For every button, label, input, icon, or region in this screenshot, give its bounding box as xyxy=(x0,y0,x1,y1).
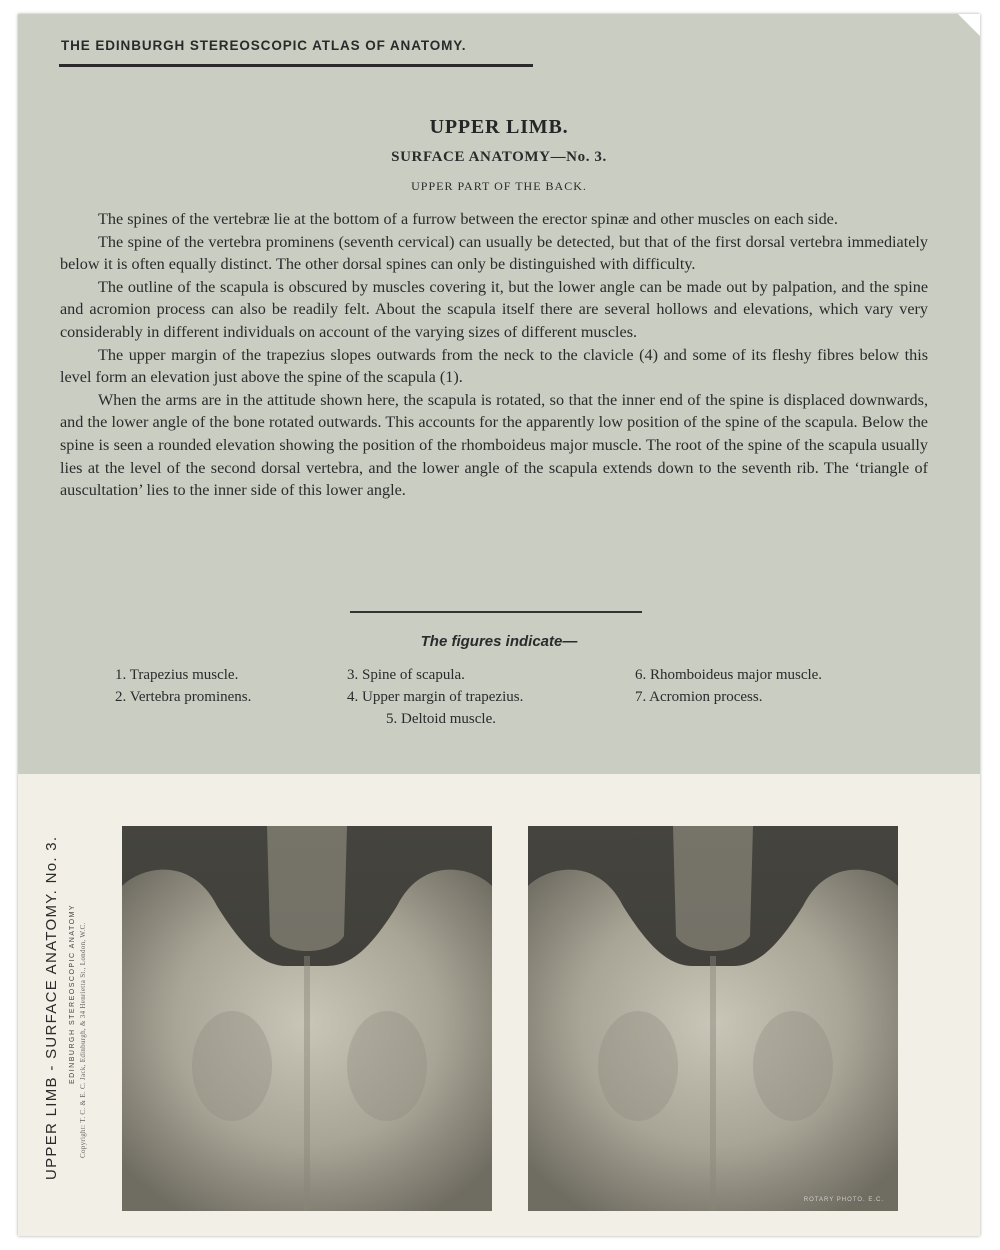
legend-item: 6. Rhomboideus major muscle. xyxy=(635,667,823,683)
legend-item: 4. Upper margin of trapezius. xyxy=(347,689,524,705)
legend-column-1 xyxy=(115,664,251,708)
legend-item: 3. Spine of scapula. xyxy=(347,667,465,683)
stereo-photo-left xyxy=(122,826,492,1211)
legend-column-2 xyxy=(347,664,523,708)
description-text xyxy=(60,208,928,502)
figures-heading: The figures indicate— xyxy=(420,633,578,650)
legend-item: 1. Trapezius muscle. xyxy=(115,667,239,683)
back-photograph xyxy=(122,826,492,1211)
stereo-card-publisher: EDINBURGH STEREOSCOPIC ANATOMY xyxy=(69,903,76,1084)
legend-column-3 xyxy=(635,664,822,708)
section-heading: UPPER PART OF THE BACK. xyxy=(411,179,587,193)
stereo-photo-right xyxy=(528,826,898,1211)
legend-item: 2. Vertebra prominens. xyxy=(115,689,252,705)
page-title: UPPER LIMB. xyxy=(429,116,569,138)
stereo-card-insert xyxy=(18,774,980,1236)
paragraph: The outline of the scapula is obscured by muscles covering it, but the lower angle can be made out by palpation, and the spine and acromion process can also be readily felt. About the scapula itself there are several hollows and elevations, which vary very considerably in different individuals on account of the varying sizes of different muscles. xyxy=(60,277,928,341)
corner-fold xyxy=(958,14,980,36)
paragraph: When the arms are in the attitude shown here, the scapula is rotated, so that the inner end of the spine is displaced downwards, and the lower angle of the bone rotated outwards. This accounts for the apparently low position of the spine of the scapula. Below the spine is seen a rounded elevation showing the position of the rhomboideus major muscle. The root of the spine of the scapula usually lies at the level of the second dorsal vertebra, and the lower angle of the scapula extends down to the seventh rib. The ‘triangle of auscultation’ lies to the inner side of this lower angle. xyxy=(60,390,928,500)
legend-center xyxy=(386,708,496,730)
legend-item: 7. Acromion process. xyxy=(635,689,763,705)
back-photograph xyxy=(528,826,898,1211)
series-title-underline xyxy=(59,64,533,67)
paragraph: The upper margin of the trapezius slopes outwards from the neck to the clavicle (4) and some of its fleshy fibres below this level form an elevation just above the spine of the scapula (1). xyxy=(60,345,928,387)
legend-item: 5. Deltoid muscle. xyxy=(386,711,496,727)
stereo-card-copyright: Copyright: T. C. & E. C. Jack, Edinburgh, & 34 Henrietta St., London, W.C. xyxy=(79,922,87,1158)
photo-credit: ROTARY PHOTO. E.C. xyxy=(803,1197,884,1203)
series-title: THE EDINBURGH STEREOSCOPIC ATLAS OF ANATOMY. xyxy=(61,38,467,53)
paragraph: The spine of the vertebra prominens (seventh cervical) can usually be detected, but that of the first dorsal vertebra immediately below it is often equally distinct. The other dorsal spines can only be distinguished with difficulty. xyxy=(60,232,928,274)
atlas-card xyxy=(18,14,980,1236)
paragraph: The spines of the vertebræ lie at the bottom of a furrow between the erector spinæ and other muscles on each side. xyxy=(98,210,838,228)
stereo-card-side-title: UPPER LIMB - SURFACE ANATOMY. No. 3. xyxy=(43,835,60,1180)
page-subtitle: SURFACE ANATOMY—No. 3. xyxy=(391,149,607,165)
section-divider xyxy=(350,611,642,613)
